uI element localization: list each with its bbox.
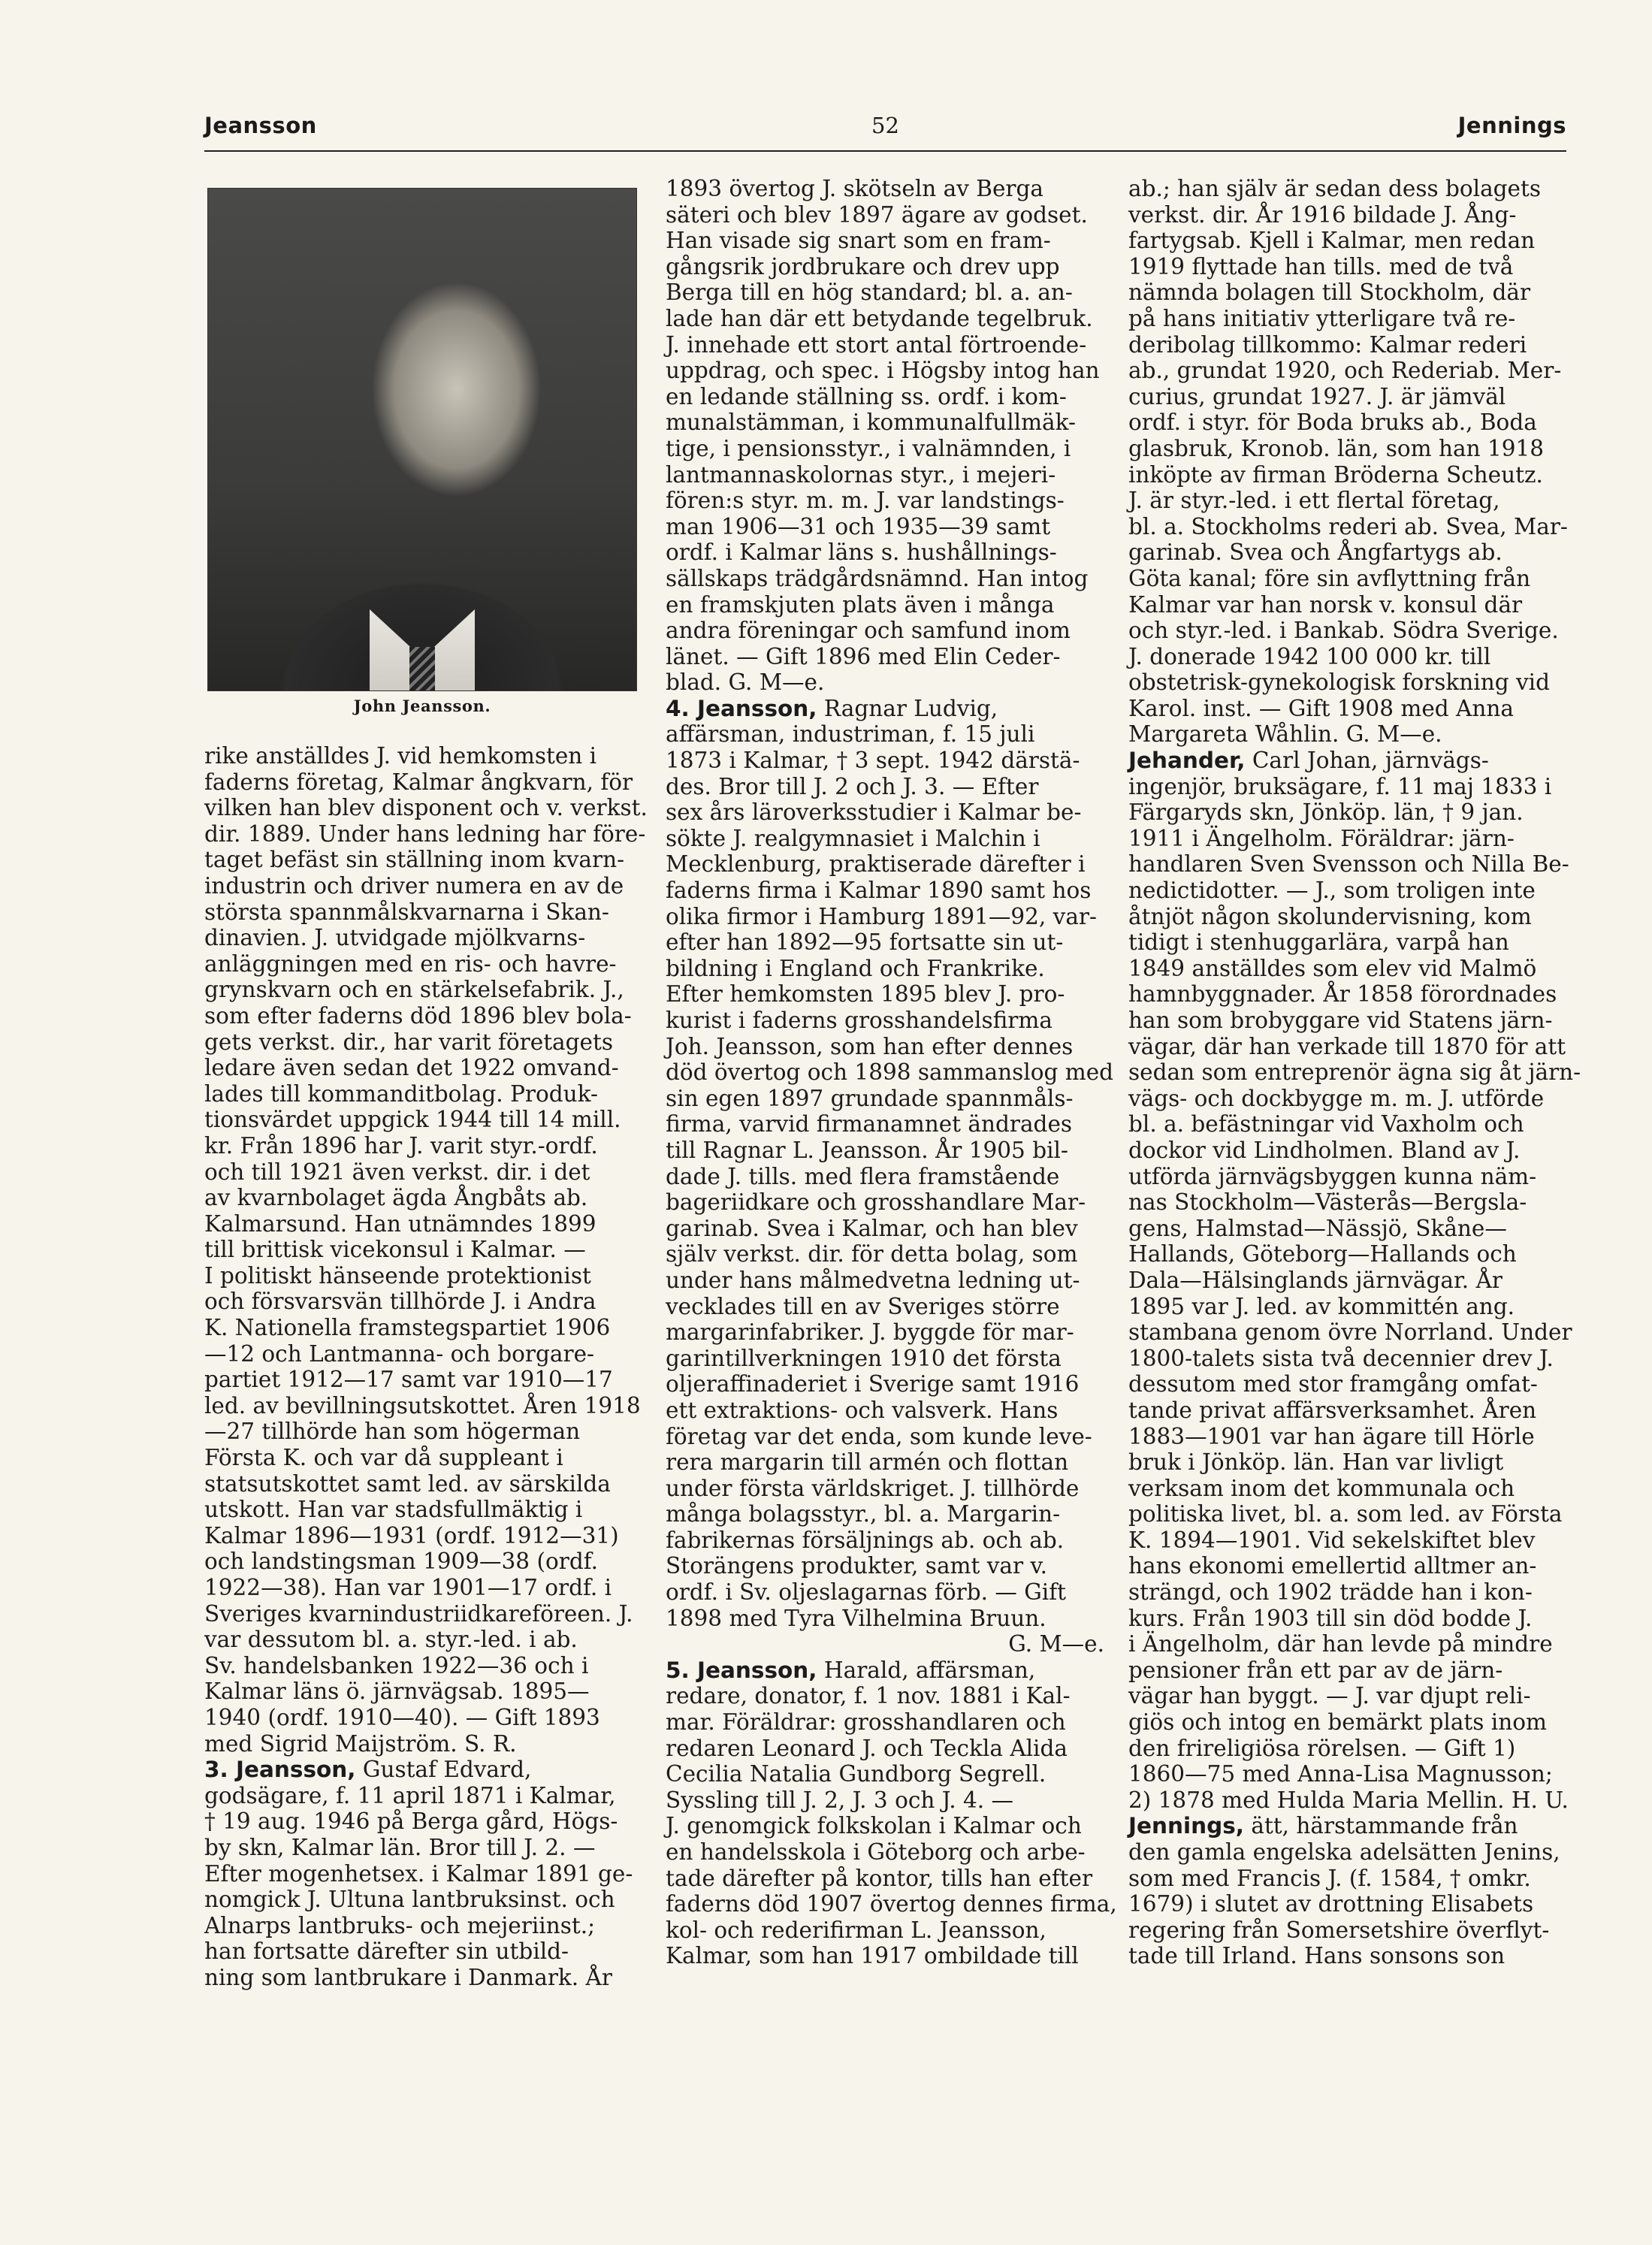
text-line: nedictidotter. — J., som troligen inte xyxy=(1128,878,1536,904)
text-line: Jehander, Carl Johan, järnvägs- xyxy=(1128,748,1489,774)
text-line: som med Francis J. (f. 1584, † omkr. xyxy=(1128,1865,1531,1891)
text-line: Sveriges kvarnindustriidkareföreen. J. xyxy=(204,1600,633,1627)
text-line: var dessutom bl. a. styr.-led. i ab. xyxy=(204,1627,578,1653)
text-line: sex års läroverksstudier i Kalmar be- xyxy=(666,799,1082,826)
text-line: död övertog och 1898 sammanslog med xyxy=(666,1059,1114,1086)
text-line: gets verkst. dir., har varit företagets xyxy=(204,1029,613,1055)
text-line: deribolag tillkommo: Kalmar rederi xyxy=(1128,331,1527,358)
text-line: sällskaps trädgårdsnämnd. Han intog xyxy=(666,565,1089,591)
text-line: under hans målmedvetna ledning ut- xyxy=(666,1267,1080,1293)
text-line: verksam inom det kommunala och xyxy=(1128,1475,1515,1501)
text-line: ordf. i Kalmar läns s. hushållnings- xyxy=(666,539,1057,566)
text-line: vilken han blev disponent och v. verkst. xyxy=(204,795,648,821)
text-line: en framskjuten plats även i många xyxy=(666,591,1055,618)
text-line: Kalmar, som han 1917 ombildade till xyxy=(666,1943,1079,1969)
text-line: 4. Jeansson, Ragnar Ludvig, xyxy=(666,695,998,721)
text-line: Kalmar 1896—1931 (ordf. 1912—31) xyxy=(204,1522,619,1549)
text-line: stambana genom övre Norrland. Under xyxy=(1128,1319,1572,1346)
text-line: 1919 flyttade han tills. med de två xyxy=(1128,253,1514,279)
text-line: faderns död 1907 övertog dennes firma, xyxy=(666,1891,1117,1917)
text-line: dir. 1889. Under hans ledning har före- xyxy=(204,820,646,847)
text-line: tige, i pensionsstyr., i valnämnden, i xyxy=(666,435,1071,461)
text-line: i Ängelholm, där han levde på mindre xyxy=(1128,1631,1553,1657)
text-line: lade han där ett betydande tegelbruk. xyxy=(666,305,1093,331)
text-line: blad. G. M—e. xyxy=(666,669,825,696)
text-line: led. av bevillningsutskottet. Åren 1918 xyxy=(204,1392,641,1419)
text-line: kol- och rederifirman L. Jeansson, xyxy=(666,1917,1046,1943)
text-line: tade därefter på kontor, tills han efter xyxy=(666,1865,1093,1891)
text-line: dinavien. J. utvidgade mjölkvarns- xyxy=(204,925,586,951)
portrait-photo xyxy=(207,188,637,691)
text-line: säteri och blev 1897 ägare av godset. xyxy=(666,201,1088,228)
text-line: 1898 med Tyra Vilhelmina Bruun. xyxy=(666,1605,1046,1631)
text-line: 5. Jeansson, Harald, affärsman, xyxy=(666,1657,1036,1683)
text-line: ledare även sedan det 1922 omvand- xyxy=(204,1055,619,1081)
text-line: Kalmar var han norsk v. konsul där xyxy=(1128,591,1523,618)
text-line: obstetrisk-gynekologisk forskning vid xyxy=(1128,669,1550,696)
text-line: by skn, Kalmar län. Bror till J. 2. — xyxy=(204,1834,596,1860)
text-line: politiska livet, bl. a. som led. av Första xyxy=(1128,1501,1563,1527)
text-line: många bolagsstyr., bl. a. Margarin- xyxy=(666,1501,1061,1527)
text-line: 1893 övertog J. skötseln av Berga xyxy=(666,176,1043,201)
text-line: och försvarsvän tillhörde J. i Andra xyxy=(204,1289,596,1315)
text-line: till brittisk vicekonsul i Kalmar. — xyxy=(204,1237,586,1263)
text-line: fartygsab. Kjell i Kalmar, men redan xyxy=(1128,228,1536,254)
text-line: J. är styr.-led. i ett flertal företag, xyxy=(1128,488,1500,514)
text-line: 3. Jeansson, Gustaf Edvard, xyxy=(204,1757,532,1783)
text-line: bl. a. befästningar vid Vaxholm och xyxy=(1128,1111,1524,1138)
text-line: —27 tillhörde han som högerman xyxy=(204,1419,581,1445)
text-line: J. innehade ett stort antal förtroende- xyxy=(666,331,1087,358)
text-line: 1911 i Ängelholm. Föräldrar: järn- xyxy=(1128,825,1515,851)
text-line: på hans initiativ ytterligare två re- xyxy=(1128,305,1516,331)
text-line: ordf. i styr. för Boda bruks ab., Boda xyxy=(1128,409,1537,436)
text-line: dessutom med stor framgång omfat- xyxy=(1128,1371,1538,1397)
text-line: Dala—Hälsinglands järnvägar. År xyxy=(1128,1267,1503,1293)
text-line: 1679) i slutet av drottning Elisabets xyxy=(1128,1891,1534,1917)
text-line: † 19 aug. 1946 på Berga gård, Högs- xyxy=(204,1808,618,1835)
text-line: största spannmålskvarnarna i Skan- xyxy=(204,899,609,925)
text-line: Hallands, Göteborg—Hallands och xyxy=(1128,1241,1517,1268)
running-header xyxy=(204,113,1566,152)
text-line: garinab. Svea och Ångfartygs ab. xyxy=(1128,539,1503,566)
column-2 xyxy=(666,176,1117,1969)
text-line: nas Stockholm—Västerås—Bergsla- xyxy=(1128,1189,1527,1216)
portrait-tie xyxy=(409,647,435,690)
text-line: Alnarps lantbruks- och mejeriinst.; xyxy=(204,1912,596,1938)
text-line: firma, varvid firmanamnet ändrades xyxy=(666,1111,1073,1138)
column-3 xyxy=(1128,176,1581,1969)
text-line: kurs. Från 1903 till sin död bodde J. xyxy=(1128,1605,1533,1631)
text-line: 2) 1878 med Hulda Maria Mellin. H. U. xyxy=(1128,1787,1569,1813)
text-line: sedan som entreprenör ägna sig åt järn- xyxy=(1128,1059,1581,1086)
text-line: G. M—e. xyxy=(1008,1631,1104,1657)
text-line: Sv. handelsbanken 1922—36 och i xyxy=(204,1652,589,1678)
text-line: inköpte av firman Bröderna Scheutz. xyxy=(1128,461,1543,488)
text-line: glasbruk, Kronob. län, som han 1918 xyxy=(1128,435,1545,461)
text-line: andra föreningar och samfund inom xyxy=(666,618,1071,644)
text-line: hans ekonomi emellertid alltmer an- xyxy=(1128,1553,1537,1579)
text-line: tidigt i stenhuggarlära, varpå han xyxy=(1128,929,1509,956)
text-line: Syssling till J. 2, J. 3 och J. 4. — xyxy=(666,1787,1014,1813)
text-line: ett extraktions- och valsverk. Hans xyxy=(666,1397,1059,1423)
text-line: 1873 i Kalmar, † 3 sept. 1942 därstä- xyxy=(666,748,1080,774)
text-line: lades till kommanditbolag. Produk- xyxy=(204,1080,598,1107)
text-line: margarinfabriker. J. byggde för mar- xyxy=(666,1319,1074,1346)
text-line: vägar, där han verkade till 1870 för att xyxy=(1128,1033,1566,1059)
text-line: bl. a. Stockholms rederi ab. Svea, Mar- xyxy=(1128,513,1568,539)
text-line: till Ragnar L. Jeansson. År 1905 bil- xyxy=(666,1137,1068,1163)
text-line: ordf. i Sv. oljeslagarnas förb. — Gift xyxy=(666,1579,1067,1606)
text-line: affärsman, industriman, f. 15 juli xyxy=(666,721,1035,748)
text-line: och till 1921 även verkst. dir. i det xyxy=(204,1159,590,1185)
text-line: redare, donator, f. 1 nov. 1881 i Kal- xyxy=(666,1683,1071,1709)
text-line: utförda järnvägsbyggen kunna näm- xyxy=(1128,1163,1537,1189)
text-line: kurist i faderns grosshandelsfirma xyxy=(666,1008,1053,1033)
text-line: vecklades till en av Sveriges större xyxy=(666,1293,1060,1319)
text-line: verkst. dir. År 1916 bildade J. Ång- xyxy=(1128,201,1517,228)
text-line: gens, Halmstad—Nässjö, Skåne— xyxy=(1128,1215,1507,1241)
text-line: handlaren Sven Svensson och Nilla Be- xyxy=(1128,851,1569,878)
text-line: vägs- och dockbygge m. m. J. utförde xyxy=(1128,1085,1545,1111)
text-line: under första världskriget. J. tillhörde xyxy=(666,1475,1080,1501)
text-line: Berga till en hög standard; bl. a. an- xyxy=(666,279,1073,306)
text-line: den frireligiösa rörelsen. — Gift 1) xyxy=(1128,1735,1516,1761)
text-line: dockor vid Lindholmen. Bland av J. xyxy=(1128,1137,1521,1163)
column-1 xyxy=(204,743,648,1991)
text-line: Jennings, ätt, härstammande från xyxy=(1128,1813,1518,1839)
text-line: hamnbyggnader. År 1858 förordnades xyxy=(1128,981,1557,1008)
text-line: och styr.-led. i Bankab. Södra Sverige. xyxy=(1128,618,1559,644)
text-line: ning som lantbrukare i Danmark. År xyxy=(204,1964,612,1990)
text-line: sin egen 1897 grundade spannmåls- xyxy=(666,1085,1074,1111)
text-line: I politiskt hänseende protektionist xyxy=(204,1262,591,1289)
text-line: Färgaryds skn, Jönköp. län, † 9 jan. xyxy=(1128,799,1524,826)
text-line: regering från Somersetshire överflyt- xyxy=(1128,1917,1550,1943)
text-line: han som brobyggare vid Statens järn- xyxy=(1128,1008,1553,1033)
text-line: ab., grundat 1920, och Rederiab. Mer- xyxy=(1128,358,1562,384)
header-left-word: Jeansson xyxy=(204,113,317,138)
text-line: 1800-talets sista två decennier drev J. xyxy=(1128,1345,1554,1371)
text-line: en ledande ställning ss. ordf. i kom- xyxy=(666,383,1067,409)
text-line: ab.; han själv är sedan dess bolagets xyxy=(1128,176,1541,201)
text-line: industrin och driver numera en av de xyxy=(204,872,624,899)
text-line: utskott. Han var stadsfullmäktig i xyxy=(204,1497,583,1523)
text-line: som efter faderns död 1896 blev bola- xyxy=(204,1002,632,1029)
text-line: vägar han byggt. — J. var djupt reli- xyxy=(1128,1683,1531,1709)
text-line: Cecilia Natalia Gundborg Segrell. xyxy=(666,1761,1046,1787)
header-right-word: Jennings xyxy=(1457,113,1566,138)
text-line: anläggningen med en ris- och havre- xyxy=(204,950,617,977)
text-line: 1895 var J. led. av kommittén ang. xyxy=(1128,1293,1515,1319)
text-line: Efter mogenhetsex. i Kalmar 1891 ge- xyxy=(204,1860,633,1887)
text-line: man 1906—31 och 1935—39 samt xyxy=(666,513,1051,539)
text-line: fabrikernas försäljnings ab. och ab. xyxy=(666,1527,1065,1553)
text-line: själv verkst. dir. för detta bolag, som xyxy=(666,1241,1078,1268)
text-line: K. 1894—1901. Vid sekelskiftet blev xyxy=(1128,1527,1536,1553)
text-line: grynskvarn och en stärkelsefabrik. J., xyxy=(204,977,624,1003)
text-line: bildning i England och Frankrike. xyxy=(666,955,1045,981)
page-number: 52 xyxy=(871,113,899,138)
text-line: fören:s styr. m. m. J. var landstings- xyxy=(666,488,1065,514)
text-line: godsägare, f. 11 april 1871 i Kalmar, xyxy=(204,1782,616,1808)
text-line: han fortsatte därefter sin utbild- xyxy=(204,1938,569,1965)
text-line: 1849 anställdes som elev vid Malmö xyxy=(1128,955,1537,981)
text-line: 1940 (ordf. 1910—40). — Gift 1893 xyxy=(204,1704,600,1730)
text-line: Han visade sig snart som en fram- xyxy=(666,228,1051,254)
text-line: Karol. inst. — Gift 1908 med Anna xyxy=(1128,695,1514,721)
text-line: den gamla engelska adelsätten Jenins, xyxy=(1128,1839,1560,1865)
text-line: 1860—75 med Anna-Lisa Magnusson; xyxy=(1128,1761,1553,1787)
text-line: sökte J. realgymnasiet i Malchin i xyxy=(666,825,1040,851)
text-line: Göta kanal; före sin avflyttning från xyxy=(1128,565,1531,591)
text-line: åtnjöt någon skolundervisning, kom xyxy=(1128,903,1532,929)
text-line: Joh. Jeansson, som han efter dennes xyxy=(666,1033,1074,1059)
text-line: med Sigrid Maijström. S. R. xyxy=(204,1730,517,1757)
text-line: 1922—38). Han var 1901—17 ordf. i xyxy=(204,1575,612,1600)
text-line: olika firmor i Hamburg 1891—92, var- xyxy=(666,903,1097,929)
text-line: tionsvärdet uppgick 1944 till 14 mill. xyxy=(204,1107,621,1133)
text-line: nomgick J. Ultuna lantbruksinst. och xyxy=(204,1887,615,1913)
text-line: J. donerade 1942 100 000 kr. till xyxy=(1128,643,1491,669)
text-line: Kalmar läns ö. järnvägsab. 1895— xyxy=(204,1678,590,1705)
text-line: taget befäst sin ställning inom kvarn- xyxy=(204,847,625,873)
text-line: rike anställdes J. vid hemkomsten i xyxy=(204,743,597,769)
text-line: rera margarin till armén och flottan xyxy=(666,1449,1069,1476)
text-line: bruk i Jönköp. län. Han var livligt xyxy=(1128,1449,1504,1476)
text-line: strängd, och 1902 trädde han i kon- xyxy=(1128,1579,1533,1606)
text-line: faderns firma i Kalmar 1890 samt hos xyxy=(666,878,1092,904)
text-line: Efter hemkomsten 1895 blev J. pro- xyxy=(666,981,1065,1008)
text-line: gångsrik jordbrukare och drev upp xyxy=(666,253,1060,279)
photo-caption: John Jeansson. xyxy=(353,696,491,715)
text-line: pensioner från ett par av de järn- xyxy=(1128,1657,1503,1683)
text-line: statsutskottet samt led. av särskilda xyxy=(204,1470,611,1497)
text-line: Mecklenburg, praktiserade därefter i xyxy=(666,851,1086,878)
text-line: uppdrag, och spec. i Högsby intog han xyxy=(666,358,1100,384)
text-line: 1883—1901 var han ägare till Hörle xyxy=(1128,1423,1535,1449)
text-line: des. Bror till J. 2 och J. 3. — Efter xyxy=(666,773,1039,799)
text-line: —12 och Lantmanna- och borgare- xyxy=(204,1340,595,1367)
text-line: munalstämman, i kommunalfullmäk- xyxy=(666,409,1076,436)
text-line: en handelsskola i Göteborg och arbe- xyxy=(666,1839,1086,1865)
text-line: dade J. tills. med flera framstående xyxy=(666,1163,1060,1189)
text-line: Storängens produkter, samt var v. xyxy=(666,1553,1048,1579)
text-line: nämnda bolagen till Stockholm, där xyxy=(1128,279,1531,306)
text-line: ingenjör, bruksägare, f. 11 maj 1833 i xyxy=(1128,773,1552,799)
text-line: partiet 1912—17 samt var 1910—17 xyxy=(204,1367,613,1393)
text-line: tande privat affärsverksamhet. Åren xyxy=(1128,1397,1537,1423)
text-line: av kvarnbolaget ägda Ångbåts ab. xyxy=(204,1185,588,1211)
text-line: oljeraffinaderiet i Sverige samt 1916 xyxy=(666,1371,1080,1397)
text-line: Första K. och var då suppleant i xyxy=(204,1445,563,1471)
text-line: bageriidkare och grosshandlare Mar- xyxy=(666,1189,1086,1216)
text-line: Margareta Wåhlin. G. M—e. xyxy=(1128,721,1442,748)
text-line: J. genomgick folkskolan i Kalmar och xyxy=(666,1813,1082,1839)
text-line: och landstingsman 1909—38 (ordf. xyxy=(204,1549,598,1575)
text-line: kr. Från 1896 har J. varit styr.-ordf. xyxy=(204,1132,598,1159)
text-line: företag var det enda, som kunde leve- xyxy=(666,1423,1092,1449)
text-line: länet. — Gift 1896 med Elin Ceder- xyxy=(666,643,1061,669)
text-line: efter han 1892—95 fortsatte sin ut- xyxy=(666,929,1064,956)
text-line: Kalmarsund. Han utnämndes 1899 xyxy=(204,1210,596,1237)
text-line: mar. Föräldrar: grosshandlaren och xyxy=(666,1709,1066,1736)
text-line: faderns företag, Kalmar ångkvarn, för xyxy=(204,769,633,795)
text-line: curius, grundat 1927. J. är jämväl xyxy=(1128,383,1506,409)
text-line: tade till Irland. Hans sonsons son xyxy=(1128,1943,1506,1969)
text-line: K. Nationella framstegspartiet 1906 xyxy=(204,1315,611,1341)
text-line: garintillverkningen 1910 det första xyxy=(666,1345,1062,1371)
text-line: garinab. Svea i Kalmar, och han blev xyxy=(666,1215,1078,1241)
text-line: redaren Leonard J. och Teckla Alida xyxy=(666,1735,1068,1761)
text-line: lantmannaskolornas styr., i mejeri- xyxy=(666,461,1056,488)
text-line: giös och intog en bemärkt plats inom xyxy=(1128,1709,1547,1736)
